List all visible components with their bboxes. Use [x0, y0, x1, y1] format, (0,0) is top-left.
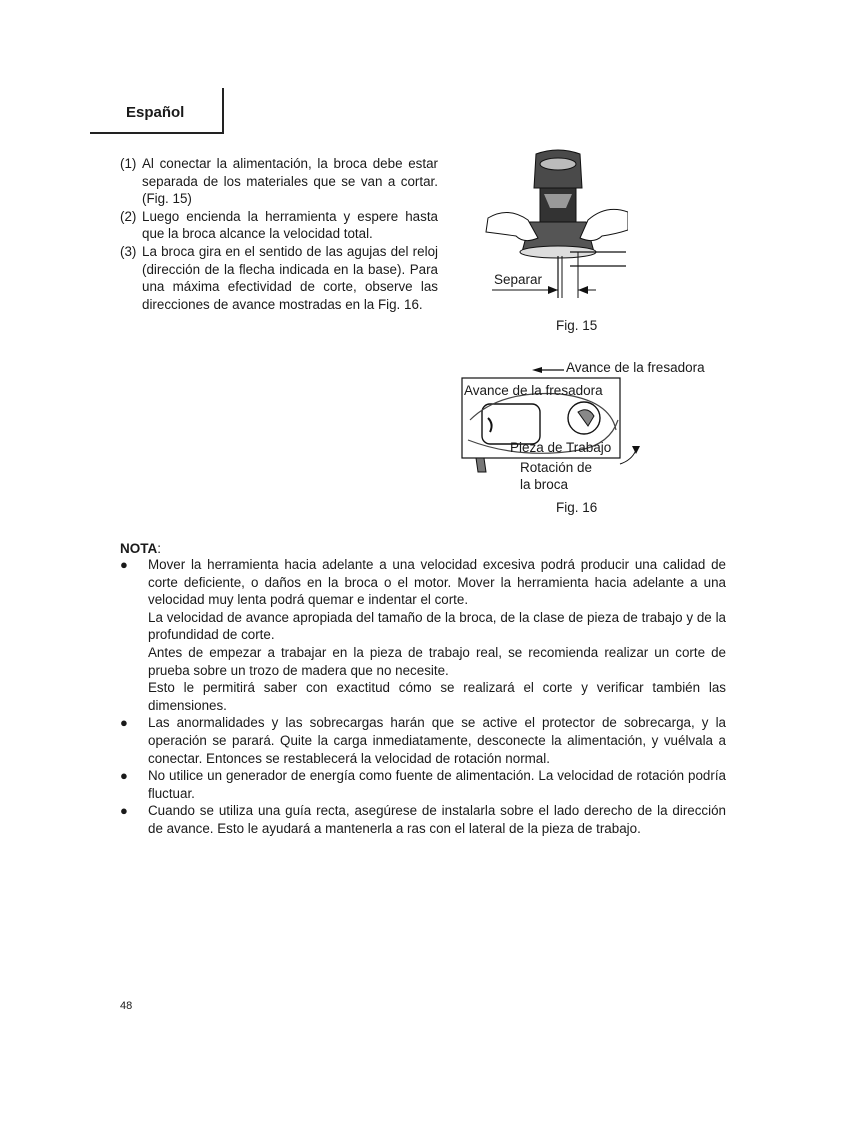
figure-15-caption: Fig. 15: [556, 318, 598, 333]
step-text: Luego encienda la herramienta y espere hasta que la broca alcance la velocidad total.: [142, 208, 438, 242]
label-workpiece: Pieza de Trabajo: [510, 440, 612, 455]
note-paragraph: Las anormalidades y las sobrecargas harán que se active el protector de sobrecarga, y la operación se parará. Quite la carga inmediatamente, desconecte la alimentación, y vuélvala a conectar. Entonces se restablecerá la velocidad de rotación normal.: [148, 715, 726, 766]
bullet-icon: ●: [120, 768, 128, 784]
note-item: [120, 556, 726, 714]
label-feed-direction-outer: Avance de la fresadora: [566, 360, 705, 375]
step-number: (3): [120, 243, 137, 259]
bullet-icon: ●: [120, 557, 128, 572]
label-bit-rotation-line2: la broca: [520, 477, 569, 492]
note-item: [120, 802, 726, 837]
figure-16: [460, 360, 730, 492]
note-colon: :: [157, 541, 162, 556]
step-number: (1): [120, 156, 137, 171]
step-number: (2): [120, 208, 137, 224]
feed-direction-diagram: [460, 360, 730, 480]
note-title: NOTA: [120, 541, 158, 556]
label-feed-direction-inner: Avance de la fresadora: [464, 383, 603, 398]
bullet-icon: ●: [120, 803, 128, 819]
step-text: La broca gira en el sentido de las agujas del reloj (dirección de la flecha indicada en la base). Para una máxima efectividad de corte, observe las direcciones de avance mostradas en la Fig. 16.: [142, 243, 438, 312]
note-heading: [120, 541, 161, 556]
bullet-icon: ●: [120, 715, 128, 731]
note-paragraph: No utilice un generador de energía como fuente de alimentación. La velocidad de rotación podría fluctuar.: [148, 768, 726, 801]
step-item: [120, 243, 438, 313]
label-separar: Separar: [494, 272, 543, 287]
figure-15: [478, 148, 628, 308]
steps-list: [120, 155, 438, 313]
language-tab: [90, 88, 224, 134]
note-paragraph: Mover la herramienta hacia adelante a una velocidad excesiva podrá producir una calidad de corte deficiente, o daños en la broca o el motor. Mover la herramienta hacia adelante a una velocidad muy lenta podrá quemar e indentar el corte.: [148, 557, 726, 608]
step-item: [120, 155, 438, 208]
note-paragraph: Antes de empezar a trabajar en la pieza de trabajo real, se recomienda realizar un corte de prueba sobre un trozo de madera que no necesite.: [148, 644, 726, 678]
note-paragraph: Esto le permitirá saber con exactitud cómo se realizará el corte y verificar también las dimensiones.: [148, 680, 726, 713]
note-item: [120, 714, 726, 767]
notes-list: [120, 556, 726, 838]
figure-16-caption: Fig. 16: [556, 500, 598, 515]
note-item: [120, 767, 726, 802]
step-item: [120, 208, 438, 243]
note-paragraph: Cuando se utiliza una guía recta, asegúrese de instalarla sobre el lado derecho de la dirección de avance. Esto le ayudará a mantenerla a ras con el lateral de la pieza de trabajo.: [148, 803, 726, 836]
step-text: Al conectar la alimentación, la broca debe estar separada de los materiales que se van a cortar. (Fig. 15): [142, 156, 438, 207]
page-number: 48: [120, 1000, 133, 1012]
label-bit-rotation-line1: Rotación de: [520, 460, 593, 475]
note-paragraph: La velocidad de avance apropiada del tamaño de la broca, de la clase de pieza de trabajo y de la profundidad de corte.: [148, 609, 726, 643]
language-label: Español: [126, 104, 185, 121]
